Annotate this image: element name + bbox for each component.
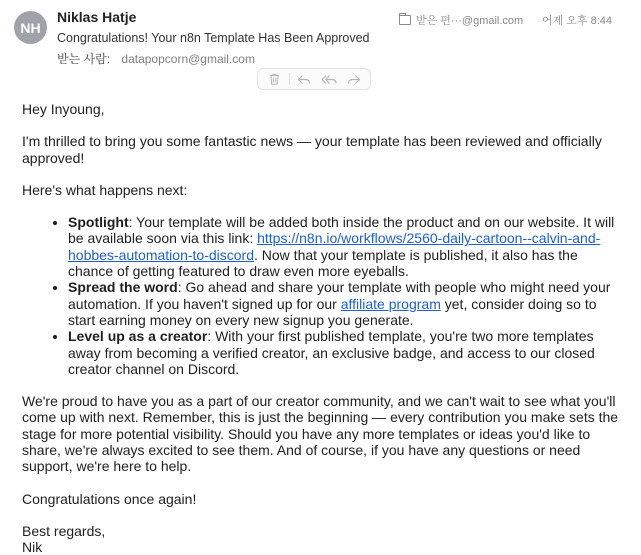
next-steps-list [22, 214, 622, 377]
recipient-row [57, 50, 255, 67]
bullet-text: : Go ahead and share your template with people who might need your automation. If you haven't signed up for our [68, 279, 611, 312]
list-item-spotlight [68, 214, 622, 279]
bullet-title: Spread the word [68, 279, 178, 296]
signature-name: Nik [22, 539, 43, 555]
trash-icon [269, 73, 280, 85]
forward-icon [347, 74, 361, 85]
congrats-line: Congratulations once again! [22, 490, 197, 507]
folder-icon [399, 15, 411, 25]
intro-paragraph: I'm thrilled to bring you some fantastic news — your template has been reviewed and officially approved! [22, 133, 602, 166]
email-header [0, 0, 641, 72]
proud-paragraph: We're proud to have you as a part of our creator community, and we can't wait to see what you'll come up with next. Remember, this is just the beginning — every contribution you make sets the stage for more potential visibility. Should you have any more templates or ideas you'd like to share, we're always excited to see them. And of course, if you have any questions or need support, we're here to help. [22, 393, 619, 475]
recipient-label: 받는 사람: [57, 52, 111, 66]
reply-all-button[interactable] [319, 70, 339, 88]
greeting: Hey Inyoung, [22, 101, 105, 117]
bullet-text: yet, consider doing so to start earning money on every new signup you generate. [68, 295, 597, 328]
avatar[interactable]: NH [14, 11, 47, 44]
signature-block [22, 523, 622, 555]
toolbar-divider [289, 73, 290, 85]
reply-icon [297, 74, 311, 85]
next-steps-heading: Here's what happens next: [22, 181, 188, 198]
bullet-title: Spotlight [68, 214, 129, 231]
forward-button[interactable] [344, 70, 364, 88]
mailbox-info[interactable] [399, 12, 523, 28]
email-body [22, 101, 622, 555]
template-link[interactable]: https://n8n.io/workflows/2560-daily-cartoon--calvin-and-hobbes-automation-to-discord [68, 230, 601, 263]
reply-button[interactable] [294, 70, 314, 88]
bullet-text: . Now that your template is published, it also has the chance of getting featured to draw even more eyeballs. [68, 246, 578, 280]
recipient-address[interactable]: datapopcorn@gmail.com [121, 52, 255, 66]
message-toolbar [257, 68, 371, 90]
bullet-text: : With your first published template, you're two more templates away from becoming a verified creator, an exclusive badge, and access to our closed creator channel on Discord. [68, 328, 595, 377]
list-item-level-up [68, 328, 622, 377]
reply-all-icon [321, 74, 338, 85]
bullet-title: Level up as a creator [68, 328, 208, 345]
email-subject: Congratulations! Your n8n Template Has Been Approved [57, 31, 370, 45]
sender-name[interactable]: Niklas Hatje [57, 9, 137, 25]
mailbox-name: 받은 편···@gmail.com [416, 15, 524, 27]
bullet-text: : Your template will be added both inside the product and on our website. It will be available soon via this link: [68, 214, 615, 247]
list-item-spread-word [68, 279, 622, 328]
timestamp: 어제 오후 8:44 [542, 15, 613, 27]
delete-button[interactable] [264, 70, 284, 88]
sign-off: Best regards, [22, 522, 106, 539]
affiliate-program-link[interactable]: affiliate program [340, 295, 441, 312]
